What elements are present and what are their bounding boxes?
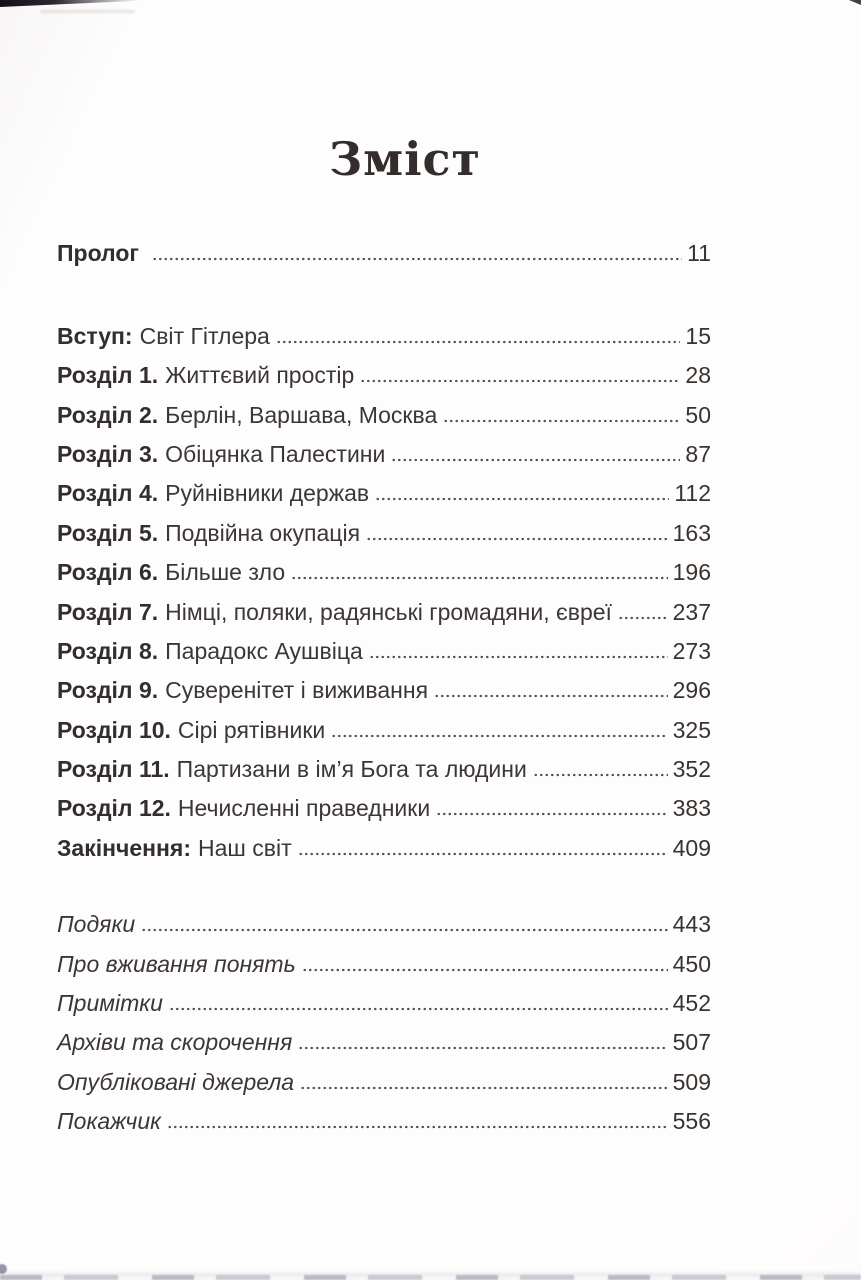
dot-leader [391,458,680,462]
toc-entry-chapter-7 [57,596,711,635]
entry-page-number: 450 [672,950,711,977]
dot-leader [276,340,681,344]
entry-label: Партизани в ім’я Бога та людини [176,756,527,783]
back-matter-entry-published-sources [57,1066,711,1105]
entry-page-number: 409 [672,834,711,861]
entry-label: Нечисленні праведники [177,795,431,822]
entry-page-number: 163 [672,519,711,546]
photo-edge-artifact-top-right [845,0,861,5]
toc-entry-chapter-12 [57,793,711,832]
entry-page-number: 196 [672,559,711,586]
entry-page-number: 452 [672,990,711,1017]
entry-label-bold: Розділ 1. [57,362,159,389]
dot-leader [298,1046,667,1050]
entry-label: Парадокс Аушвіца [165,637,363,664]
entry-page-number: 50 [685,401,711,428]
entry-label-bold: Закінчення: [57,834,192,861]
toc-entry-chapter-9 [57,675,711,714]
dot-leader [369,655,668,659]
entry-label-bold: Розділ 6. [57,559,159,586]
dot-leader [434,694,668,698]
entry-label: Примітки [57,990,163,1017]
toc-entry-conclusion [57,832,711,871]
dot-leader [436,812,667,816]
entry-label: Більше зло [165,559,286,586]
dot-leader [300,1086,668,1090]
dot-leader [302,968,668,972]
dot-leader [141,928,668,932]
entry-label-bold: Розділ 4. [57,480,159,507]
dot-leader [366,537,668,541]
entry-label-bold: Розділ 3. [57,440,159,467]
entry-label: Подяки [57,911,136,938]
entry-label: Опубліковані джерела [57,1068,295,1095]
entry-label: Суверенітет і виживання [165,677,429,704]
entry-label: Покажчик [57,1108,161,1135]
back-matter-entry-notes [57,988,711,1027]
back-matter-entry-acknowledgements [57,909,711,948]
toc-entry-chapter-5 [57,517,711,556]
entry-label: Подвійна окупація [165,519,361,546]
entry-label: Про вживання понять [57,950,296,977]
toc-entry-chapter-3 [57,439,711,478]
entry-label-bold: Вступ: [57,322,133,349]
dot-leader [533,773,668,777]
entry-label: Світ Гітлера [139,322,270,349]
back-matter-entry-archives [57,1027,711,1066]
entry-page-number: 509 [672,1068,711,1095]
entry-page-number: 296 [672,677,711,704]
entry-page-number: 87 [685,440,711,467]
dot-leader [360,379,680,383]
dot-leader [152,257,682,261]
entry-page-number: 15 [685,322,711,349]
dot-leader [291,576,668,580]
page-content [57,0,711,1145]
toc-list [57,238,711,872]
entry-label: Сірі рятівники [177,716,326,743]
dot-leader [618,616,668,620]
toc-entry-chapter-1 [57,360,711,399]
page-title: Зміст [328,132,482,186]
entry-label: Берлін, Варшава, Москва [165,401,438,428]
entry-page-number: 237 [672,598,711,625]
entry-label-bold: Розділ 5. [57,519,159,546]
entry-label-bold: Розділ 11. [57,756,170,783]
entry-label: Обіцянка Палестини [165,440,386,467]
entry-page-number: 28 [685,362,711,389]
toc-entry-chapter-11 [57,754,711,793]
entry-label-bold: Розділ 10. [57,716,171,743]
dot-leader [167,1125,668,1129]
entry-page-number: 273 [672,637,711,664]
toc-entry-chapter-8 [57,636,711,675]
toc-entry-chapter-4 [57,478,711,517]
entry-page-number: 352 [672,756,711,783]
entry-label: Наш світ [198,834,292,861]
entry-label-bold: Розділ 8. [57,637,159,664]
back-matter-list [57,909,711,1145]
entry-label: Німці, поляки, радянські громадяни, євреї [165,598,612,625]
photo-bottom-edge [0,1275,861,1280]
entry-label: Руйнівники держав [165,480,370,507]
dot-leader [331,734,667,738]
entry-page-number: 325 [672,716,711,743]
entry-label: Архіви та скорочення [57,1029,293,1056]
toc-entry-chapter-6 [57,557,711,596]
entry-page-number: 556 [672,1108,711,1135]
entry-page-number: 11 [687,240,711,267]
entry-label-bold: Розділ 12. [57,795,171,822]
back-matter-entry-index [57,1106,711,1145]
toc-entry-chapter-10 [57,714,711,753]
entry-label-bold: Розділ 7. [57,598,159,625]
entry-label-bold: Пролог [57,240,139,267]
dot-leader [169,1007,668,1011]
entry-page-number: 383 [672,795,711,822]
entry-page-number: 507 [672,1029,711,1056]
back-matter-entry-terminology [57,948,711,987]
entry-label-bold: Розділ 2. [57,401,159,428]
entry-page-number: 112 [674,480,711,507]
entry-page-number: 443 [672,911,711,938]
dot-leader [298,852,668,856]
entry-label: Життєвий простір [165,362,355,389]
dot-leader [375,497,669,501]
toc-entry-intro [57,320,711,359]
dot-leader [443,419,680,423]
toc-entry-chapter-2 [57,399,711,438]
entry-label-bold: Розділ 9. [57,677,159,704]
toc-entry-prologue [57,238,711,277]
